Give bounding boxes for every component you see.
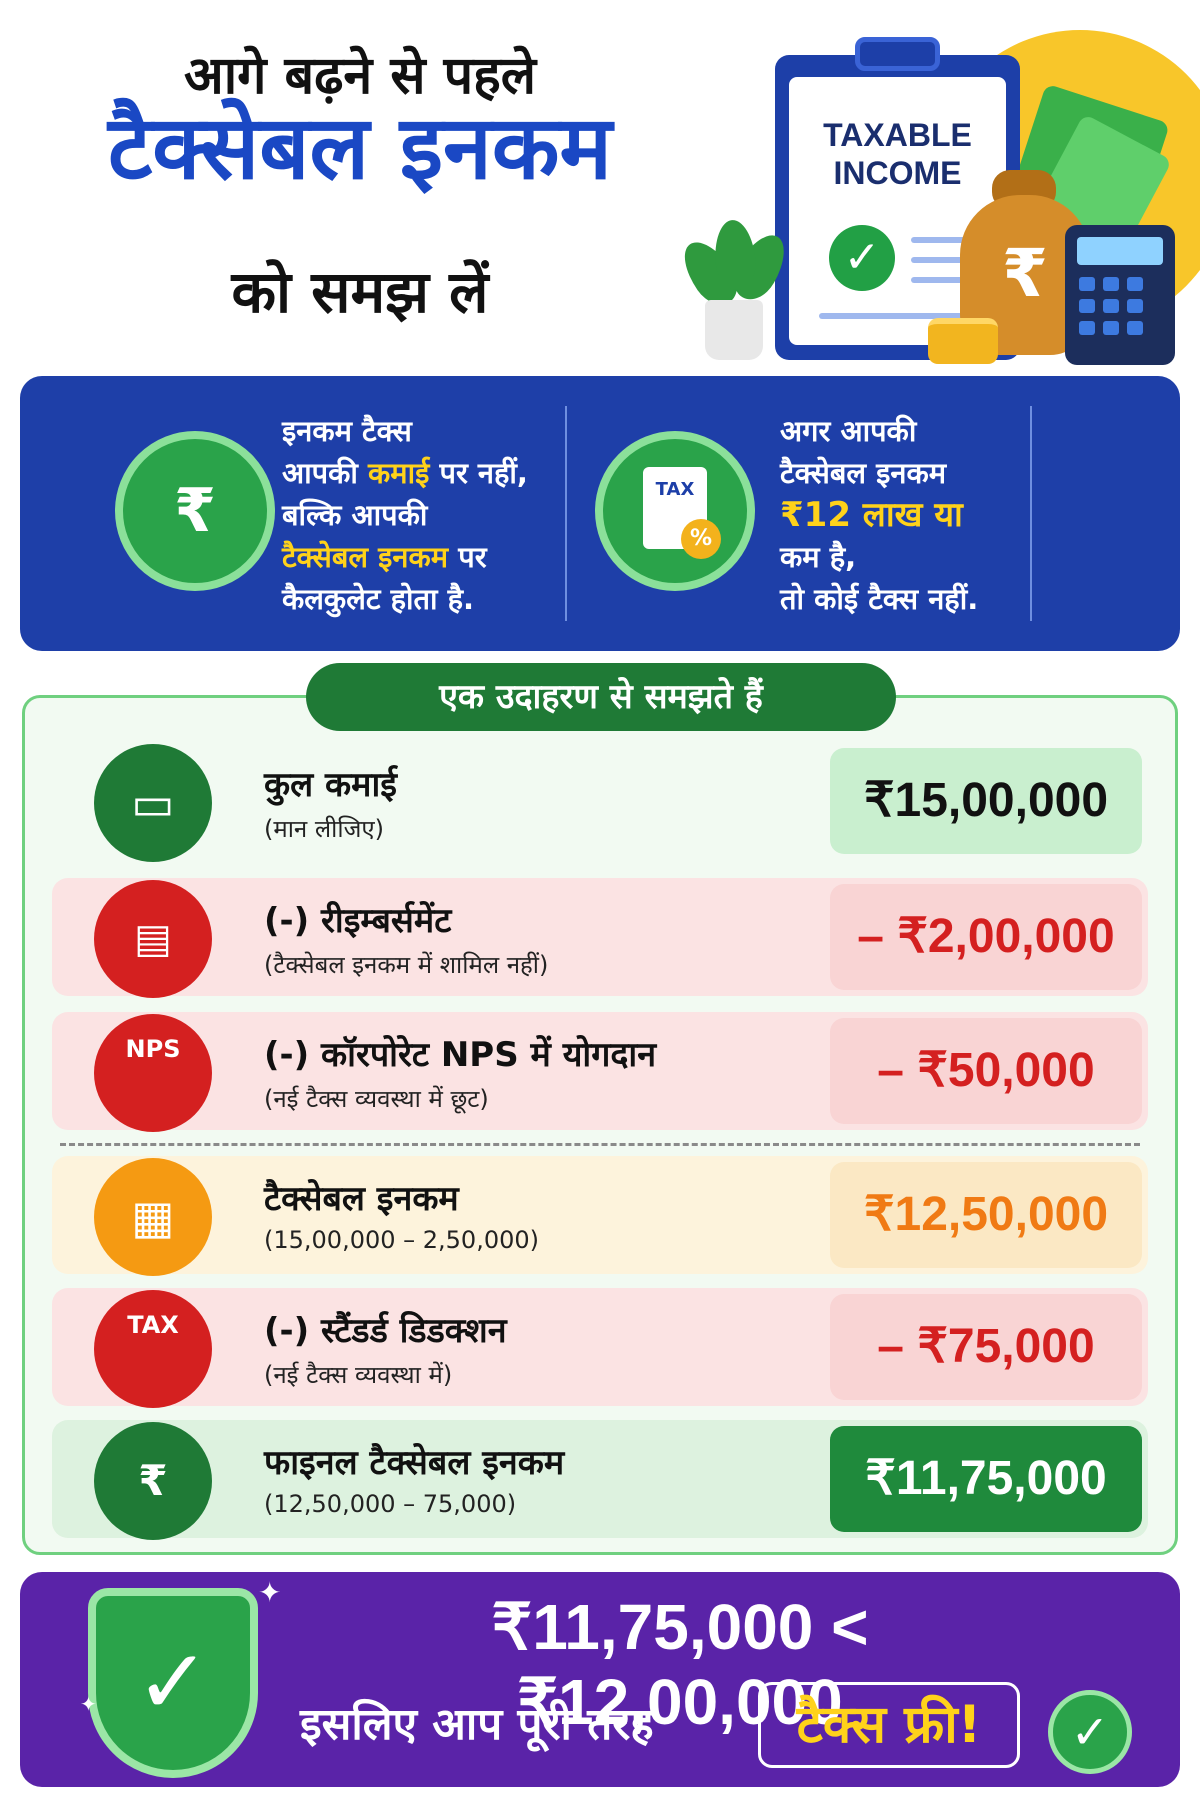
- calculator-key: [1103, 277, 1119, 291]
- clipboard-title-line2: INCOME: [833, 155, 962, 191]
- example-row-standard-deduction: [52, 1288, 1148, 1406]
- calculator-key: [1127, 321, 1143, 335]
- clipboard-clip: [855, 37, 940, 71]
- shield-check-icon: [88, 1588, 258, 1778]
- tax-label: TAX: [127, 1311, 179, 1339]
- nps-label: NPS: [125, 1035, 181, 1063]
- tax-document-icon: [595, 431, 755, 591]
- shield-check-glyph: ✓: [135, 1630, 211, 1735]
- row-subtitle: (नई टैक्स व्यवस्था में): [264, 1361, 453, 1389]
- check-icon: ✓: [829, 225, 895, 291]
- dashed-divider: [60, 1143, 1140, 1146]
- rupee-symbol: ₹: [1002, 235, 1048, 312]
- row-subtitle: (मान लीजिए): [264, 815, 385, 843]
- example-row-taxable-income: [52, 1156, 1148, 1274]
- receipt-glyph: ▤: [134, 916, 172, 962]
- sparkle-icon: ✦: [258, 1576, 282, 1609]
- row-subtitle: (12,50,000 – 75,000): [264, 1490, 517, 1518]
- hero-heading-line3: को समझ लें: [231, 258, 489, 326]
- info-right-line4: कम है,: [780, 540, 857, 574]
- row-subtitle: (15,00,000 – 2,50,000): [264, 1226, 540, 1254]
- conclusion-bar: [20, 1572, 1180, 1787]
- calculator-screen: [1077, 237, 1163, 265]
- example-row-total-earning: [52, 742, 1148, 860]
- tax-doc-label: TAX: [643, 467, 707, 549]
- tax-scissors-icon: [94, 1290, 212, 1408]
- row-amount: – ₹2,00,000: [830, 884, 1142, 990]
- hero-heading-main: टैक्सेबल इनकम: [107, 96, 613, 199]
- calculator-key: [1079, 299, 1095, 313]
- info-left-line4: [282, 536, 528, 578]
- example-row-final-taxable-income: [52, 1420, 1148, 1538]
- coin-stack-icon: [928, 318, 998, 364]
- info-left-line4-post: पर: [448, 540, 487, 574]
- info-left-line2: [282, 452, 528, 494]
- row-subtitle: (टैक्सेबल इनकम में शामिल नहीं): [264, 951, 549, 979]
- info-divider: [1030, 406, 1032, 621]
- row-subtitle: (नई टैक्स व्यवस्था में छूट): [264, 1085, 489, 1113]
- piggy-bank-icon: [94, 1422, 212, 1540]
- info-divider: [565, 406, 567, 621]
- info-left-taxable-highlight: टैक्सेबल इनकम: [282, 540, 449, 574]
- info-left-line1: इनकम टैक्स: [282, 414, 412, 448]
- row-label: कुल कमाई: [264, 765, 397, 805]
- row-amount: ₹12,50,000: [830, 1162, 1142, 1268]
- row-amount: – ₹50,000: [830, 1018, 1142, 1124]
- sparkle-icon: ✦: [80, 1692, 97, 1716]
- wallet-icon: [94, 744, 212, 862]
- example-row-nps: [52, 1012, 1148, 1130]
- row-amount: ₹15,00,000: [830, 748, 1142, 854]
- info-left-line5: कैलकुलेट होता है.: [282, 582, 475, 616]
- calculator-key: [1127, 277, 1143, 291]
- check-circle-icon: ✓: [1048, 1690, 1132, 1774]
- row-label: (-) स्टैंडर्ड डिडक्शन: [264, 1311, 507, 1351]
- money-bag-hand-icon: [115, 431, 275, 591]
- calculator-icon: [1065, 225, 1175, 365]
- calculator-icon: [94, 1158, 212, 1276]
- piggy-glyph: ₹: [138, 1456, 168, 1505]
- info-left-line3: बल्कि आपकी: [282, 498, 428, 532]
- hero-section: [0, 0, 1200, 370]
- calculator-key: [1103, 299, 1119, 313]
- wallet-glyph: ▭: [131, 776, 175, 830]
- nps-bag-icon: [94, 1014, 212, 1132]
- row-label: फाइनल टैक्सेबल इनकम: [264, 1443, 565, 1483]
- calculator-key: [1079, 321, 1095, 335]
- example-title: एक उदाहरण से समझते हैं: [306, 663, 896, 731]
- info-left-text: [282, 410, 528, 620]
- row-amount: ₹11,75,000: [830, 1426, 1142, 1532]
- info-right-text: [780, 410, 978, 620]
- clipboard-title-line1: TAXABLE: [823, 117, 972, 153]
- plant-pot-icon: [705, 300, 763, 360]
- row-label: (-) रीइम्बर्समेंट: [264, 901, 452, 941]
- info-left-line2-post: पर नहीं,: [429, 456, 528, 490]
- info-right-line1: अगर आपकी: [780, 414, 917, 448]
- receipt-icon: [94, 880, 212, 998]
- info-right-limit-highlight: ₹12 लाख या: [780, 495, 963, 535]
- info-left-earning-highlight: कमाई: [368, 456, 430, 490]
- tax-free-badge: टैक्स फ्री!: [758, 1682, 1020, 1768]
- percent-badge: %: [681, 519, 721, 559]
- calculator-key: [1127, 299, 1143, 313]
- info-bar: [20, 376, 1180, 651]
- calculator-key: [1103, 321, 1119, 335]
- info-left-line2-pre: आपकी: [282, 456, 368, 490]
- info-right-line2: टैक्सेबल इनकम: [780, 456, 947, 490]
- hero-heading-line1: आगे बढ़ने से पहले: [183, 46, 537, 106]
- calculator-key: [1079, 277, 1095, 291]
- row-label: (-) कॉरपोरेट NPS में योगदान: [264, 1035, 657, 1075]
- row-label: टैक्सेबल इनकम: [264, 1179, 459, 1219]
- rupee-hand-glyph: ₹: [174, 476, 216, 546]
- info-right-line5: तो कोई टैक्स नहीं.: [780, 582, 979, 616]
- conclusion-text: इसलिए आप पूरी तरह: [300, 1699, 654, 1750]
- row-amount: – ₹75,000: [830, 1294, 1142, 1400]
- example-row-reimbursement: [52, 878, 1148, 996]
- income-comparison: ₹11,75,000 < ₹12,00,000: [491, 1591, 869, 1738]
- calculator-glyph: ▦: [131, 1190, 175, 1244]
